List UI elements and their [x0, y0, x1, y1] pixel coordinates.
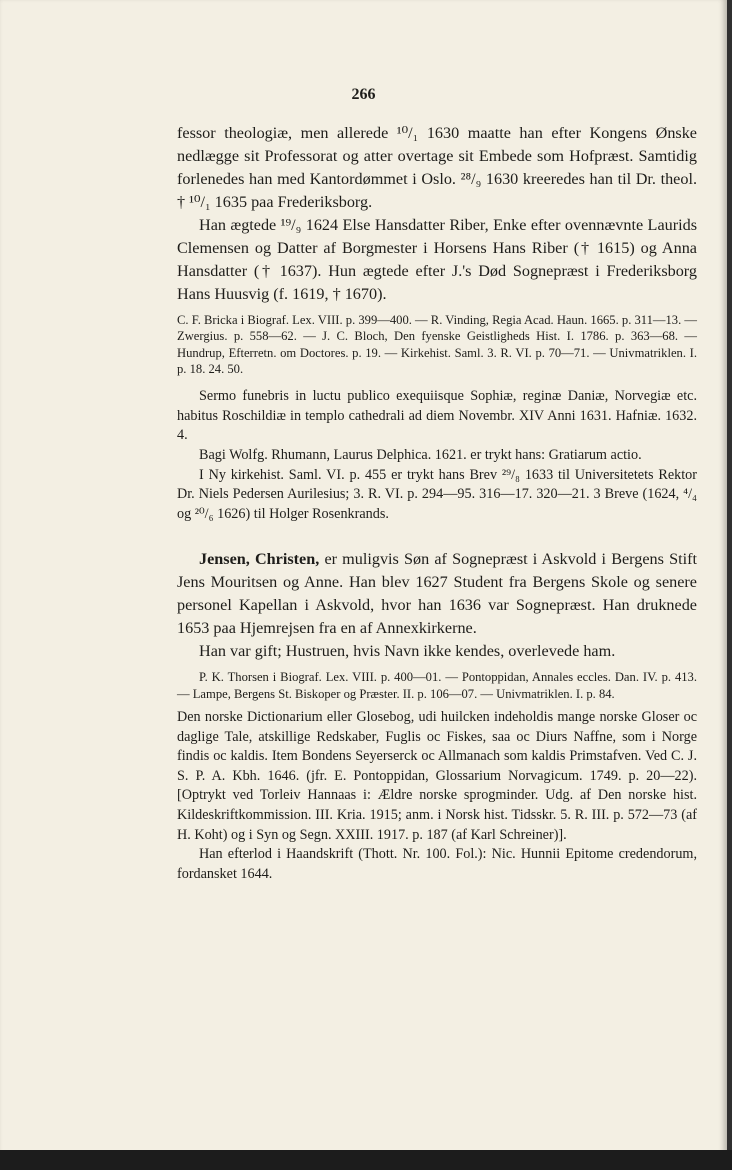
works-paragraph-3: I Ny kirkehist. Saml. VI. p. 455 er trykt hans Brev ²⁹/₈ 1633 til Universitetets Rektor Dr. Niels Pedersen Aurilesius; 3. R. VI. p. 294—95. 316—17. 320—21. 3 Breve (1624, ⁴/₄ og ²⁰/₆ 1626) til Holger Rosenkrands. — [177, 466, 697, 522]
works-paragraph-2: Bagi Wolfg. Rhumann, Laurus Delphica. 1621. er trykt hans: Gratiarum actio. — [199, 446, 642, 463]
entry-name: Jensen, Christen, — [199, 550, 320, 569]
marriage-paragraph-2: Han var gift; Hustruen, hvis Navn ikke kendes, overlevede ham. — [199, 642, 616, 661]
page-edge-bottom — [0, 1150, 732, 1170]
entry-biography-text: er muligvis Søn af Sognepræst i Askvold i Bergens Stift Jens Mouritsen og Anne. Han blev 1627 Student fra Bergens Skole og senere personel Kapellan i Askvold, hvor han 1636 var Sognepræst. Han druknede 1653 paa Hjemrejsen fra en af Annexkirkerne. — [177, 550, 697, 638]
marriage-paragraph: Han ægtede ¹⁹/₉ 1624 Else Hansdatter Riber, Enke efter ovennævnte Laurids Clemensen og Datter af Borgmester i Horsens Hans Riber († 1615) og Anna Hansdatter († 1637). Hun ægtede efter J.'s Død Sognepræst i Frederiksborg Hans Huusvig (f. 1619, † 1670). — [177, 216, 697, 303]
entry-continuation-paragraph: fessor theologiæ, men allerede ¹⁰/₁ 1630 maatte han efter Kongens Ønske nedlægge sit Professorat og atter overtage sit Embede som Hofpræst. Samtidig forlenedes han med Kantordømmet i Oslo. ²⁸/₉ 1630 kreeredes han til Dr. theol. † ¹⁰/₁ 1635 paa Frederiksborg. — [177, 124, 697, 211]
references-paragraph: C. F. Bricka i Biograf. Lex. VIII. p. 399—400. — R. Vinding, Regia Acad. Haun. 1665. p. 311—13. — Zwergius. p. 558—62. — J. C. Bloch, Den fyenske Geistligheds Hist. I. 1786. p. 363—68. — Hundrup, Efterretn. om Doctores. p. 19. — Kirkehist. Saml. 3. R. VI. p. 70—71. — Univmatriklen. I. p. 18. 24. 50. — [177, 313, 697, 376]
text-column — [177, 122, 697, 884]
works-paragraph-4: Den norske Dictionarium eller Glosebog, udi huilcken indeholdis mange norske Gloser oc daglige Tale, atskillige Redskaber, Fuglis oc Fiskes, saa oc Diurs Naffne, som i Norge findis oc kaldis. Item Bondens Seyerserck oc Allmanach som kaldis Primstafven. Ved C. J. S. P. A. Kbh. 1646. (jfr. E. Pontoppidan, Glossarium Norvagicum. 1749. p. 20—22). [Optrykt ved Torleiv Hannaas i: Ældre norske sprogminder. Udg. af Den norske hist. Kildeskriftkommission. III. Kria. 1915; anm. i Norsk hist. Tidsskr. 5. R. III. p. 572—73 (af H. Koht) og i Syn og Segn. XXIII. 1917. p. 187 (af Karl Schreiner)]. — [177, 708, 697, 843]
page-edge-right — [727, 0, 732, 1170]
page-number: 266 — [351, 86, 376, 103]
references-paragraph-2: P. K. Thorsen i Biograf. Lex. VIII. p. 400—01. — Pontoppidan, Annales eccles. Dan. IV. p. 413. — Lampe, Bergens St. Biskoper og Præster. II. p. 106—07. — Univmatriklen. I. p. 84. — [177, 670, 697, 701]
works-paragraph-5: Han efterlod i Haandskrift (Thott. Nr. 100. Fol.): Nic. Hunnii Epitome credendorum, fordansket 1644. — [177, 846, 697, 882]
entry-heading-paragraph — [177, 548, 697, 640]
works-paragraph-1: Sermo funebris in luctu publico exequiisque Sophiæ, reginæ Daniæ, Norvegiæ etc. habitus Roschildiæ in templo cathedrali ad diem Novembr. XIV Anni 1631. Hafniæ. 1632. 4. — [177, 388, 697, 444]
